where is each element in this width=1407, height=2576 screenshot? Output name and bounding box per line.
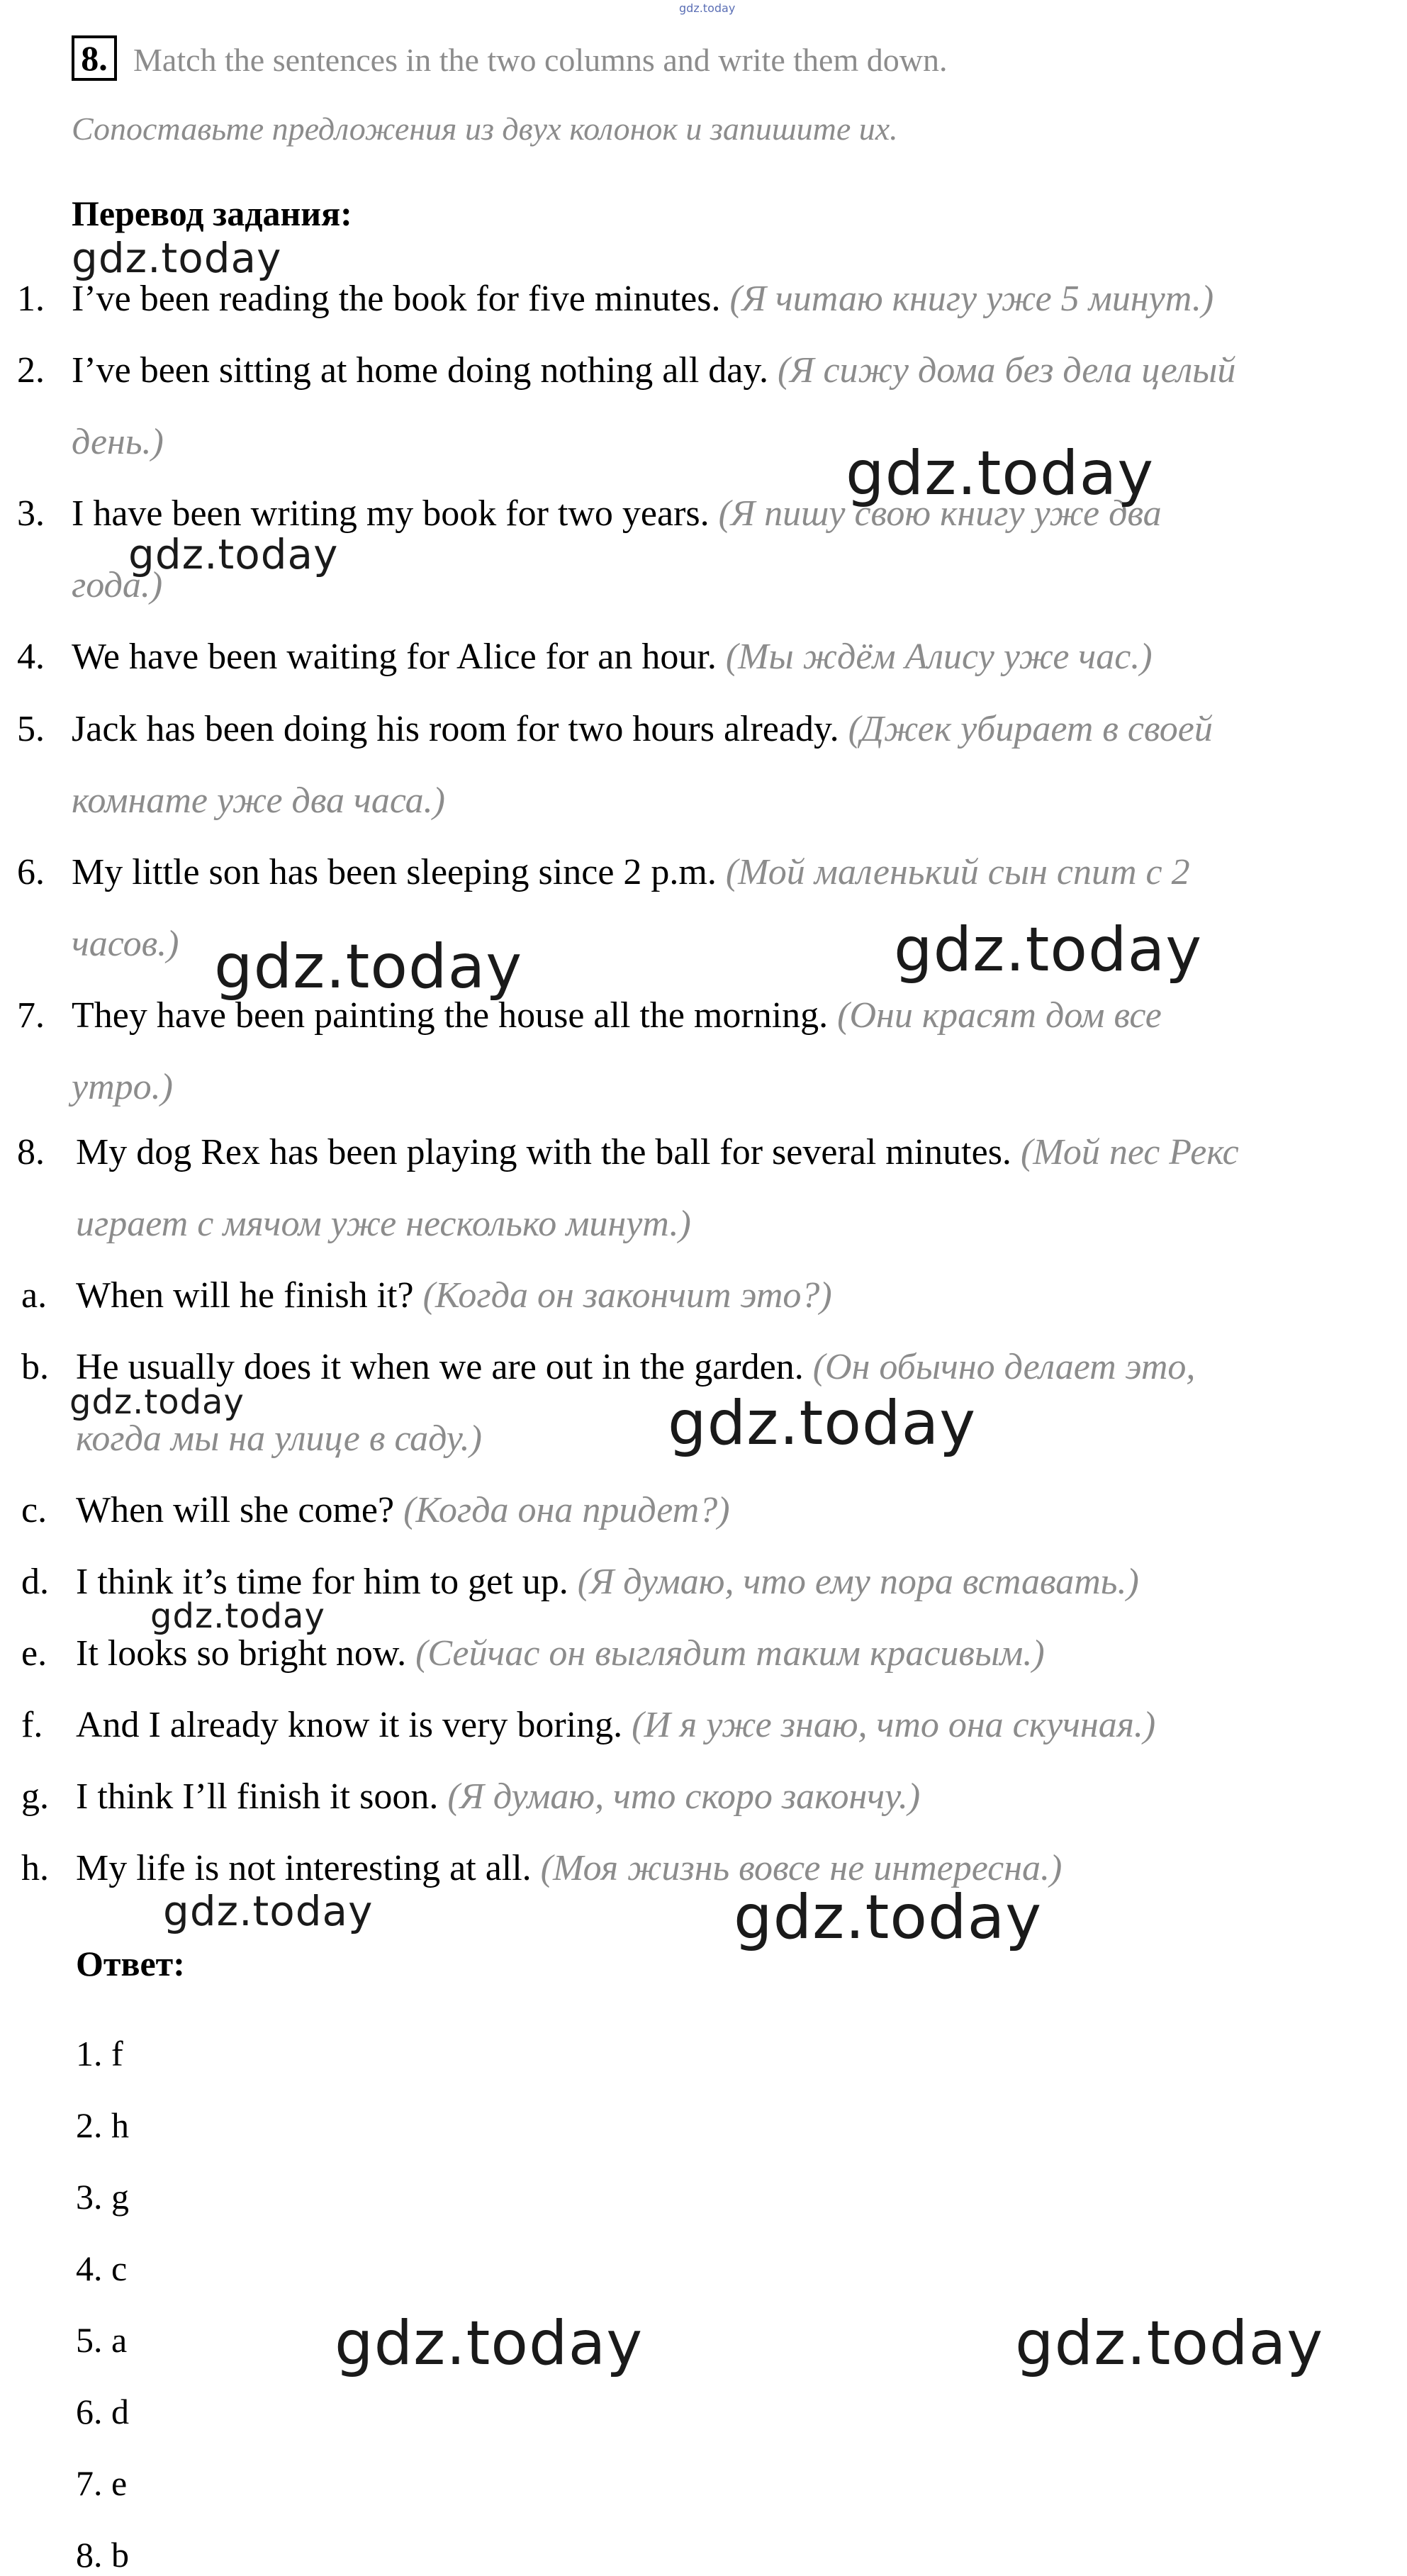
list-item-marker: d.	[21, 1562, 49, 1602]
list-item	[72, 708, 1213, 751]
sentence-translation: (Я думаю, что скоро закончу.)	[447, 1776, 921, 1817]
list-item-marker: 6.	[17, 852, 45, 892]
sentence: My little son has been sleeping since 2 p.m.	[72, 852, 717, 892]
list-item-marker: 4.	[17, 637, 45, 677]
list-item	[76, 1633, 1045, 1675]
list-item	[72, 851, 1190, 894]
sentence-translation: (Я читаю книгу уже 5 минут.)	[729, 279, 1214, 319]
sentence-translation: (Мой маленький сын спит с 2	[725, 852, 1190, 892]
watermark: gdz.today	[69, 1382, 245, 1422]
list-item-marker: c.	[21, 1490, 47, 1530]
sentence: And I already know it is very boring.	[76, 1705, 623, 1745]
sentence-translation: (Я думаю, что ему пора вставать.)	[577, 1562, 1139, 1602]
answer-item: 5. a	[76, 2320, 128, 2360]
watermark: gdz.today	[150, 1596, 325, 1636]
sentence: It looks so bright now.	[76, 1633, 407, 1674]
sentence-translation: (Мой пес Рекс	[1020, 1132, 1239, 1172]
sentence: I’ve been sitting at home doing nothing all day.	[72, 350, 768, 391]
sentence-translation: (Они красят дом все	[837, 995, 1162, 1036]
sentence: When will he finish it?	[76, 1275, 414, 1316]
sentence: He usually does it when we are out in the garden.	[76, 1347, 804, 1387]
list-item-marker: 2.	[17, 350, 45, 391]
sentence: When will she come?	[76, 1490, 395, 1530]
instruction-ru: Сопоставьте предложения из двух колонок и запишите их.	[72, 111, 898, 147]
sentence: They have been painting the house all the morning.	[72, 995, 829, 1036]
watermark: gdz.today	[72, 234, 282, 282]
list-item-marker: 5.	[17, 709, 45, 749]
sentence-translation: (Моя жизнь вовсе не интересна.)	[540, 1848, 1063, 1888]
sentence-translation: (И я уже знаю, что она скучная.)	[632, 1705, 1156, 1745]
answer-item: 7. e	[76, 2463, 128, 2503]
list-item-marker: g.	[21, 1776, 49, 1817]
answer-item: 8. b	[76, 2535, 129, 2575]
list-item	[72, 278, 1213, 320]
list-item	[72, 349, 1235, 392]
list-item-marker: e.	[21, 1633, 47, 1674]
list-item	[76, 1131, 1239, 1174]
list-item-marker: 8.	[17, 1132, 45, 1172]
sentence-translation: (Когда она придет?)	[403, 1490, 730, 1530]
list-item	[76, 1275, 832, 1317]
translation-heading: Перевод задания:	[72, 194, 352, 233]
watermark: gdz.today	[214, 931, 523, 1002]
sentence-translation: (Мы ждём Алису уже час.)	[725, 637, 1153, 677]
answer-item: 3. g	[76, 2177, 129, 2217]
sentence: My dog Rex has been playing with the ball for several minutes.	[76, 1132, 1011, 1172]
sentence-translation-continued: когда мы на улице в саду.)	[76, 1418, 482, 1459]
sentence: I think it’s time for him to get up.	[76, 1562, 568, 1602]
sentence-translation: (Сейчас он выглядит таким красивым.)	[415, 1633, 1045, 1674]
answer-item: 2. h	[76, 2105, 129, 2145]
list-item	[76, 1704, 1155, 1747]
sentence-translation-continued: утро.)	[72, 1067, 173, 1107]
list-item-marker: 3.	[17, 493, 45, 534]
watermark: gdz.today	[128, 530, 339, 578]
sentence-translation: (Когда он закончит это?)	[422, 1275, 832, 1316]
watermark: gdz.today	[846, 438, 1155, 509]
answer-heading: Ответ:	[76, 1944, 185, 1983]
list-item-marker: h.	[21, 1848, 49, 1888]
list-item-marker: b.	[21, 1347, 49, 1387]
sentence: Jack has been doing his room for two hours already.	[72, 709, 839, 749]
sentence-translation: (Я сижу дома без дела целый	[777, 350, 1236, 391]
sentence-translation-continued: года.)	[72, 565, 163, 605]
answer-item: 6. d	[76, 2392, 129, 2431]
sentence-translation-continued: комнате уже два часа.)	[72, 780, 445, 821]
watermark: gdz.today	[668, 1388, 977, 1459]
sentence: I think I’ll finish it soon.	[76, 1776, 439, 1817]
sentence-translation: (Я пишу свою книгу уже два	[718, 493, 1162, 534]
list-item	[76, 1489, 730, 1532]
answer-item: 4. c	[76, 2249, 128, 2288]
list-item	[72, 636, 1153, 678]
sentence: My life is not interesting at all.	[76, 1848, 532, 1888]
sentence: We have been waiting for Alice for an hour.	[72, 637, 717, 677]
task-number-box: 8.	[72, 35, 117, 81]
sentence-translation: (Джек убирает в своей	[848, 709, 1213, 749]
answer-item: 1. f	[76, 2034, 123, 2073]
sentence-translation-continued: день.)	[72, 422, 164, 462]
instruction-en: Match the sentences in the two columns and write them down.	[133, 42, 948, 78]
list-item-marker: a.	[21, 1275, 47, 1316]
sentence: I have been writing my book for two years.	[72, 493, 710, 534]
top-watermark: gdz.today	[679, 1, 736, 15]
watermark: gdz.today	[1015, 2308, 1324, 2379]
sentence-translation-continued: часов.)	[72, 924, 179, 964]
sentence: I’ve been reading the book for five minutes.	[72, 279, 721, 319]
watermark: gdz.today	[335, 2308, 644, 2379]
watermark: gdz.today	[894, 914, 1203, 985]
watermark: gdz.today	[163, 1887, 374, 1935]
list-item-marker: f.	[21, 1705, 43, 1745]
sentence-translation: (Он обычно делает это,	[812, 1347, 1196, 1387]
sentence-translation-continued: играет с мячом уже несколько минут.)	[76, 1204, 691, 1244]
watermark: gdz.today	[734, 1882, 1043, 1953]
list-item-marker: 7.	[17, 995, 45, 1036]
list-item-marker: 1.	[17, 279, 45, 319]
list-item	[76, 1776, 920, 1818]
